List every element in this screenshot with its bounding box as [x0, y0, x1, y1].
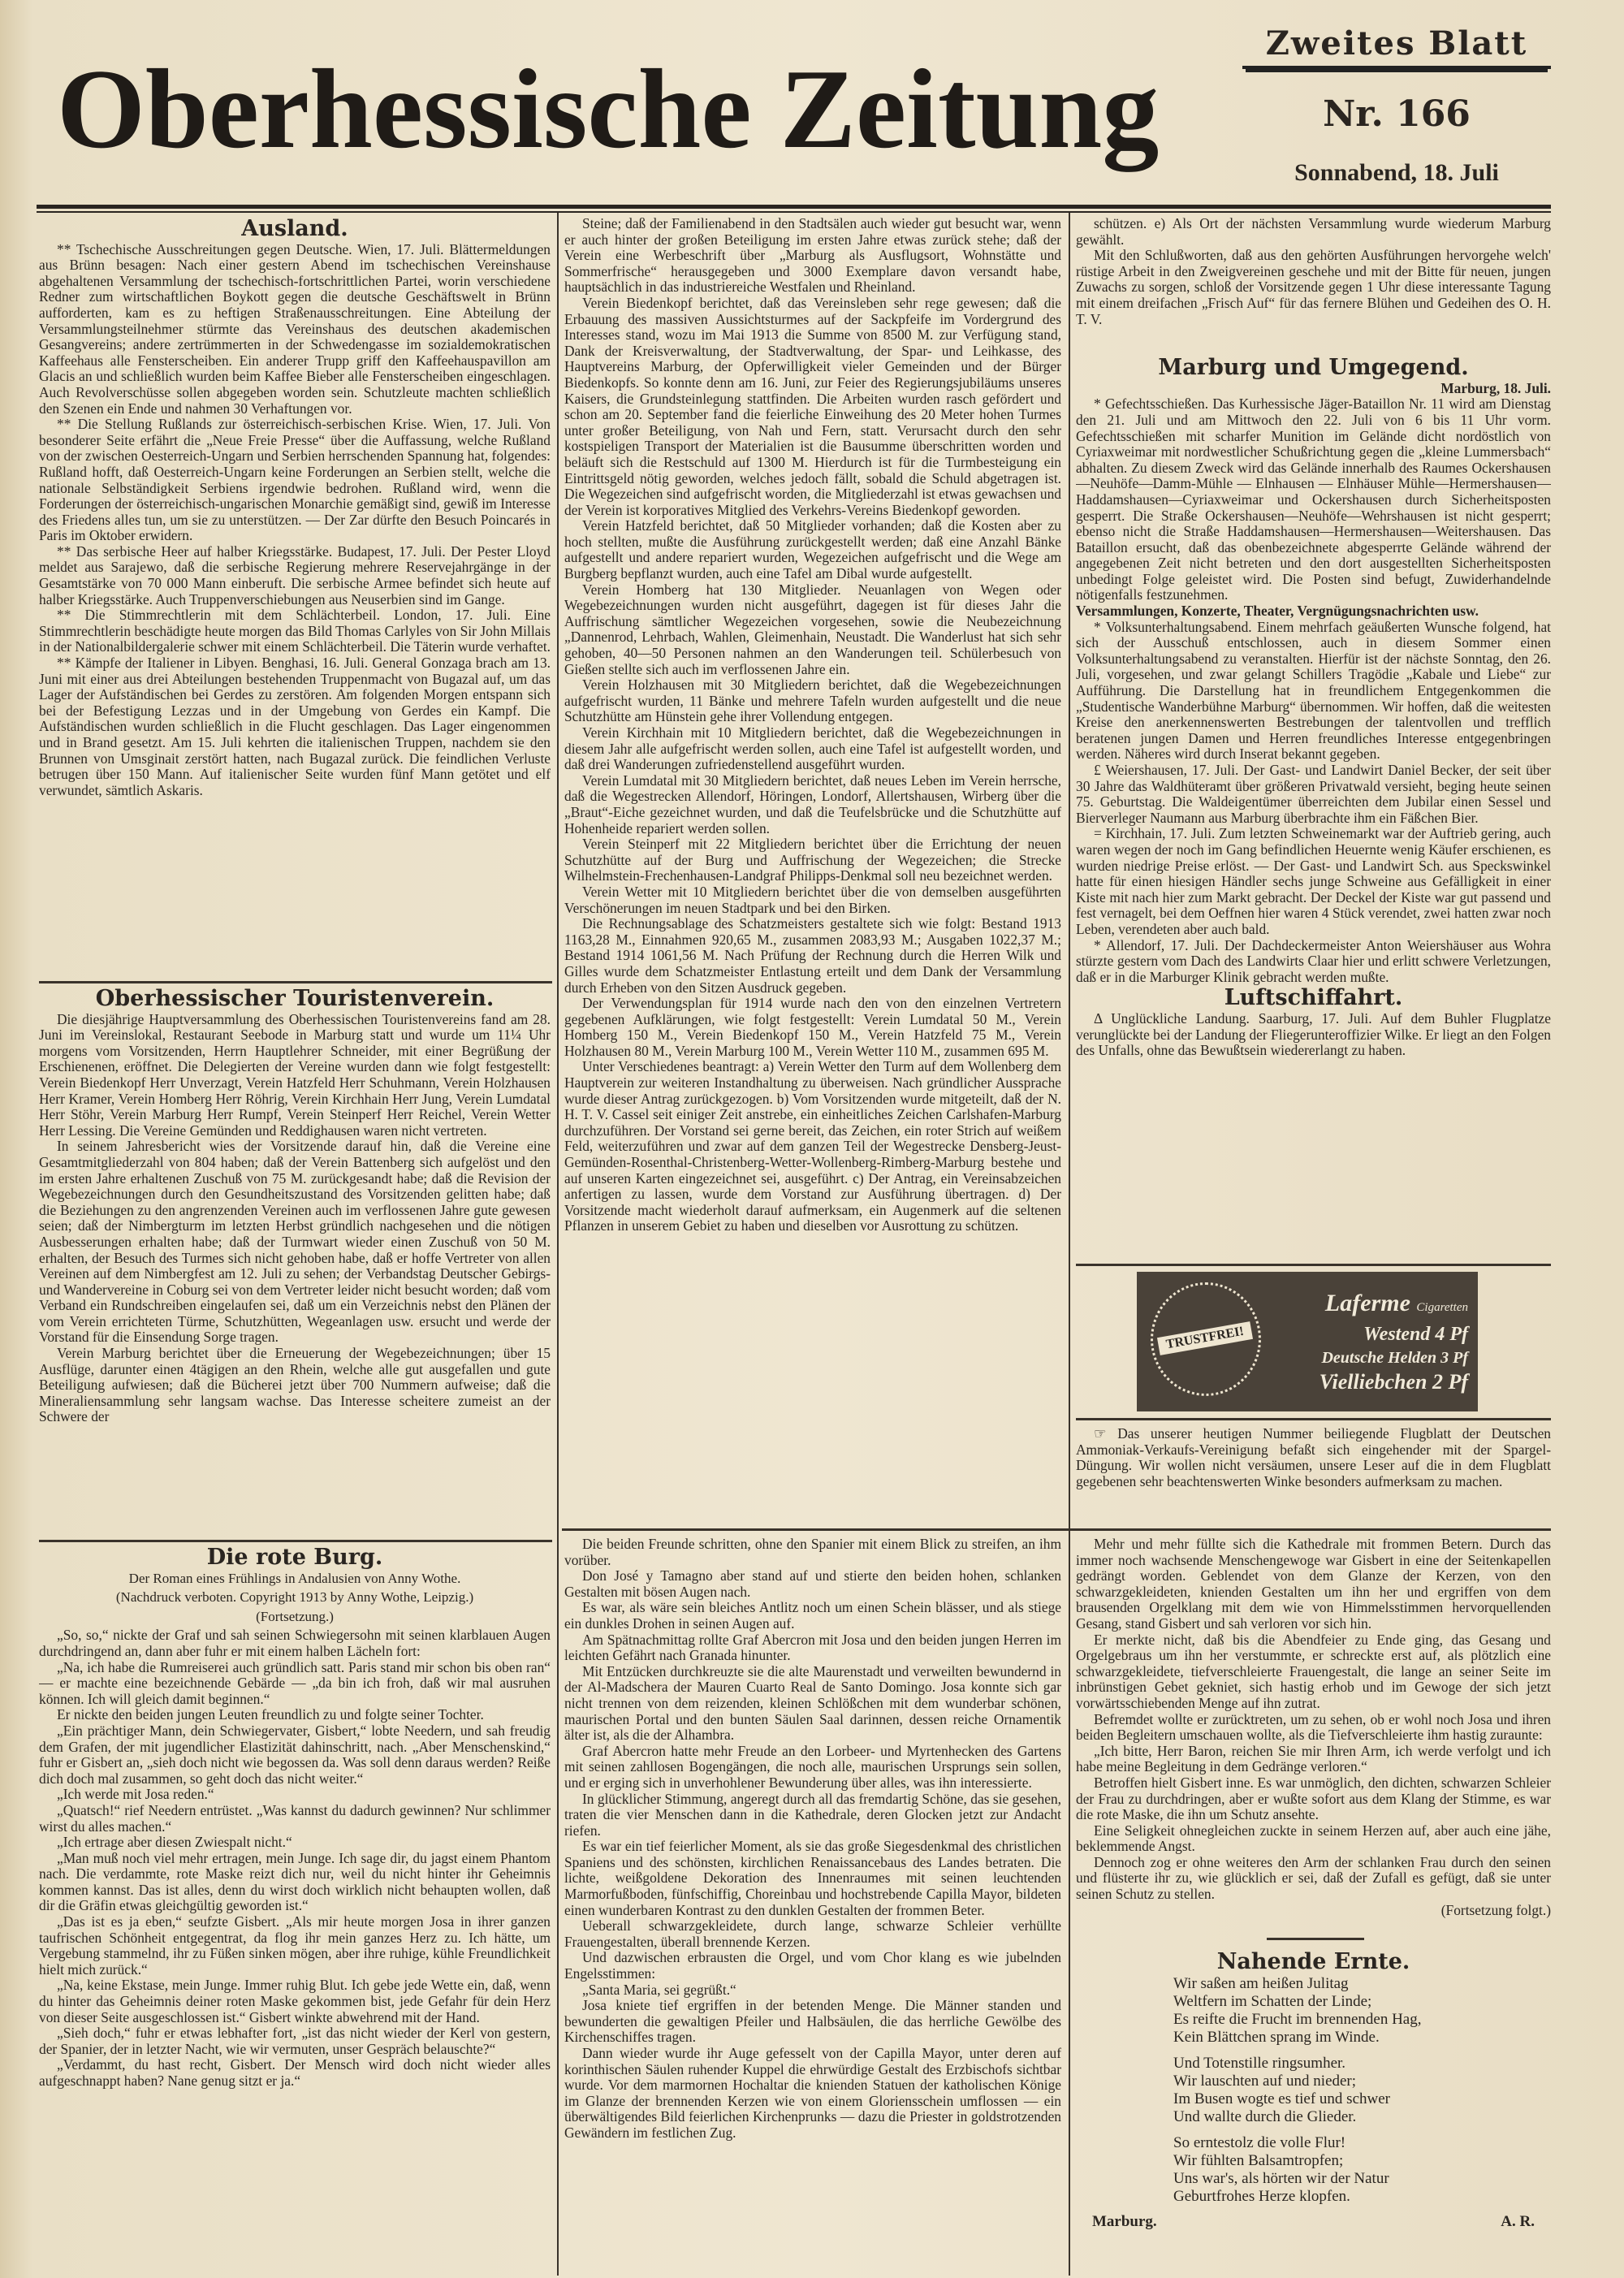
news-item: ** Tschechische Ausschreitungen gegen Deutsche. Wien, 17. Juli. Blättermeldungen aus Brünn besagen: Nach einer gestern Abend im tschechischen Vereinshause abgehaltenen Versammlung der tschechisch-fortschrittlichen Partei, worin verschiedene Redner zum wirtschaftlichen Boykott gegen die deutsche Geschäftswelt in Brünn aufforderten, kam es zu heftigen Straßenausschreitungen. Eine Abteilung der Versammlungsteilnehmer stürmte das Vereinshaus des deutschen akademischen Gesangvereins; andere zertrümmerten in der Schwedengasse im sozialdemokratischen Kaffeehaus alle Fensterscheiben. Ein anderer Trupp griff den Kaffeehauspavillon am Glacis an und schließlich wurden beim Kaffee Bieber alle Fensterscheiben eingeschlagen. Auch Revolverschüsse sollen abgegeben worden sein. Schutzleute machten schließlich den Szenen ein Ende und nahmen 30 Verhaftungen vor.	[39, 240, 551, 417]
to-be-continued: (Fortsetzung folgt.)	[1440, 1901, 1551, 1918]
novel-paragraph: Befremdet wollte er zurücktreten, um zu sehen, ob er wohl noch Josa und ihren beiden Begleitern umschauen wollte, als die Tiefverschleierte ihm hastig zuraunte:	[1076, 1710, 1551, 1744]
pointing-hand-icon: ☞	[1094, 1426, 1118, 1442]
novel-paragraph: „Na, keine Ekstase, mein Junge. Immer ruhig Blut. Ich gebe jede Wette ein, daß, wenn du hinter das Geheimnis deiner roten Maske gekommen bist, jede Gefahr für dein Herz von dieser Seite ausgeschlossen ist.“ Gisbert winkte abwehrend mit der Hand.	[39, 1977, 551, 2025]
poem-stanza	[1173, 2055, 1551, 2126]
novel-paragraph: „Verdammt, du hast recht, Gisbert. Der Mensch wird doch nicht wieder alles aufgeschnappt haben? Nane genug sitzt er ja.“	[39, 2056, 551, 2089]
ad-price: Deutsche Helden 3 Pf	[1321, 1348, 1468, 1367]
section-heading: Marburg und Umgegend.	[1158, 355, 1469, 381]
poem-line: Wir lauschten auf und nieder;	[1173, 2072, 1357, 2090]
novel-paragraph: Don José y Tamagno aber stand auf und stierte den beiden hohen, schlanken Gestalten mit bösen Augen nach.	[564, 1567, 1061, 1600]
section-heading: Oberhessischer Touristenverein.	[95, 986, 495, 1011]
novel-paragraph: Eine Seligkeit ohnegleichen zuckte in seinem Herzen auf, aber auch eine jähe, beklemmende Angst.	[1076, 1822, 1551, 1855]
poem-line: So erntestolz die volle Flur!	[1173, 2133, 1346, 2151]
poem-body	[1076, 1975, 1551, 2206]
poem-line: Es reifte die Frucht im brennenden Hag,	[1173, 2010, 1422, 2028]
novel-paragraph: Josa kniete tief ergriffen in der betenden Menge. Die Männer standen und bewunderten die gewaltigen Pfeiler und Halbsäulen, die das herrliche Gewölbe des Kirchenschiffes tragen.	[564, 1997, 1061, 2046]
masthead-rule-thin	[37, 211, 1551, 213]
poem-line: Im Busen wogte es tief und schwer	[1173, 2090, 1390, 2107]
novel-paragraph: Dennoch zog er ohne weiteres den Arm der schlanken Frau durch den seinen und flüsterte ihr zu, wie glücklich er sei, daß der Zufall es gefügt, daß sie unter seinen Schutz zu stellen.	[1076, 1853, 1551, 1903]
news-item: * Volksunterhaltungsabend. Einem mehrfach geäußerten Wunsche folgend, hat sich der Ausschuß entschlossen, auch in diesem Sommer einen Volksunterhaltungsabend zu veranstalten. Hierfür ist der nächste Sonntag, den 26. Juli, vorgesehen, und zwar gelangt Schillers Tragödie „Kabale und Liebe“ zur Aufführung. Die Darstellung hat in freundlichem Entgegenkommen die „Studentische Wanderbühne Marburg“ übernommen. Wir hoffen, daß die weitesten Kreise den anerkennenswerten Bestrebungen der talentvollen und trefflich beratenen jungen Damen und Herren freundliches Interesse entgegenbringen werden. Näheres wird durch Inserat bekannt gegeben.	[1076, 618, 1551, 763]
poem-stanza	[1173, 2134, 1551, 2206]
section-rule	[39, 981, 552, 983]
section-heading: Ausland.	[241, 216, 348, 241]
novel-paragraph: „Ich ertrage aber diesen Zwiespalt nicht.“	[57, 1834, 292, 1851]
poem-line: Uns war's, als hörten wir der Natur	[1173, 2169, 1389, 2187]
novel-paragraph: Ueberall schwarzgekleidete, durch lange, schwarze Schleier verhüllte Frauengestalten, überall brennende Kerzen.	[564, 1917, 1061, 1950]
novel-subtitle: Der Roman eines Frühlings in Andalusien von Anny Wothe.	[128, 1570, 461, 1586]
masthead-info	[1242, 24, 1551, 187]
ad-brand	[1325, 1289, 1468, 1322]
issue-number: Nr. 166	[1323, 93, 1471, 135]
poem-author: A. R.	[1501, 2212, 1535, 2230]
ad-price: Westend 4 Pf	[1363, 1323, 1468, 1345]
poem-line: Geburtfrohes Herze klopfen.	[1173, 2187, 1350, 2205]
novel-paragraph: „So, so,“ nickte der Graf und sah seinen Schwiegersohn mit seinen klarblauen Augen durchdringend an, dann aber fuhr er mit einem halben Lächeln fort:	[39, 1627, 551, 1659]
novel-paragraph: Er merkte nicht, daß bis die Abendfeier zu Ende ging, das Gesang und Orgelgebraus um ihn her verstummte, er schreckte erst auf, als plötzlich eine schwarzgekleidete, tiefverschleierte Frauengestalt, die lange an seiner Seite im inbrünstigen Gebet gekniet, sich hastig erhob und im Gewoge der sich jetzt vorwärtsschiebenden Menge auf ihn zutrat.	[1076, 1631, 1551, 1711]
novel-copyright: (Nachdruck verboten. Copyright 1913 by Anny Wothe, Leipzig.)	[115, 1589, 474, 1606]
ad-rule	[1076, 1264, 1551, 1266]
novel-paragraph: „Ich bitte, Herr Baron, reichen Sie mir Ihren Arm, ich werde verfolgt und ich habe meine Begleitung in dem Gedränge verloren.“	[1076, 1742, 1551, 1775]
novel-paragraph: Mehr und mehr füllte sich die Kathedrale mit frommen Betern. Durch das immer noch wachsende Menschengewoge war Gisbert in eine der Seitenkapellen gedrängt worden. Geblendet von dem Glanze der Kerzen, von den schwarzgekleideten, knienden Gestalten um ihn her und ergriffen von dem brausenden Orgelklang mit dem wie von Himmelsstimmen hervorquellenden Gesang, stand Gisbert und sah verloren vor sich hin.	[1076, 1537, 1551, 1632]
article-paragraph: Die diesjährige Hauptversammlung des Oberhessischen Touristenvereins fand am 28. Juni im Vereinslokal, Restaurant Seebode in Marburg statt und wurde um 11¼ Uhr morgens vom Vorsitzenden, Herrn Hauptlehrer Schneider, mit einer Begrüßung der Erschienenen, eröffnet. Die Delegierten der Vereine wurden dann wie folgt festgestellt: Verein Biedenkopf Herr Unverzagt, Verein Hatzfeld Herr Schuhmann, Verein Holzhausen Herr Kramer, Verein Homberg Herr Röhrig, Verein Kirchhain Herr Jung, Verein Lumdatal Herr Stöhr, Verein Marburg Herr Rumpf, Verein Steinperf Herr Reichel, Verein Wetter Herr Lessing. Die Vereine Gemünden und Reddighausen waren nicht vertreten.	[39, 1010, 551, 1139]
article-paragraph: Verein Marburg berichtet über die Erneuerung der Wegebezeichnungen; über 15 Ausflüge, darunter einen 4tägigen an den Rhein, welche alle gut ausgefallen und gute Beteiligung aufwiesen; daß die Bücherei jetzt über 700 Nummern aufweise; daß die Mineraliensammlung sehr langsam wachse. Das Interesse scheitere zumeist an der Schwere der	[39, 1345, 551, 1425]
feuilleton-rule	[39, 1540, 552, 1542]
news-item: ** Kämpfe der Italiener in Libyen. Benghasi, 16. Juli. General Gonzaga brach am 13. Juni mit einer aus drei Abteilungen bestehenden Truppenmacht von Bugazal auf, um das Lager der Aufständischen bei Gerdes zu zerstören. Am folgenden Morgen entspann sich bei der Befestigung Lezzas und in der Umgebung von Gerdes ein Kampf. Die Aufständischen wurden schließlich in die Flucht geschlagen. Das Lager eingenommen und in Brand gesetzt. Am 15. Juli kehrten die italienischen Truppen, nachdem sie den Brunnen von Umsginait zerstört hatten, nach Bugazal zurück. Die feindlichen Verluste betrugen über 150 Mann. Auf italienischer Seite wurden fünf Mann getötet und elf verwundet, sämtlich Askaris.	[39, 655, 551, 798]
edition-label: Zweites Blatt	[1242, 24, 1551, 69]
column-rule	[1069, 213, 1070, 2276]
ad-emblem	[1147, 1281, 1268, 1403]
article-paragraph: schützen. e) Als Ort der nächsten Versammlung wurde wiederum Marburg gewählt.	[1076, 216, 1551, 248]
newspaper-title: Oberhessische Zeitung	[57, 46, 1160, 172]
novel-paragraph: „Ich werde mit Josa reden.“	[57, 1786, 214, 1803]
ad-price: Vielliebchen 2 Pf	[1319, 1369, 1468, 1394]
novel-paragraph: Es war ein tief feierlicher Moment, als sie das große Siegesdenkmal des christlichen Spaniens und des schönsten, kirchlichen Renaissancebaus des Landes betraten. Die lichte, weißgoldene Dekoration des Innenraumes mit seinen leuchtenden Marmorfußboden, fünfschiffig, Choreinbau und hochstrebende Capilla Mayor, bildeten einen wunderbaren Kontrast zu den dunklen Gestalten der frommen Beter.	[564, 1838, 1061, 1918]
article-paragraph: Verein Wetter mit 10 Mitgliedern berichtet über die von demselben ausgeführten Verschönerungen im neuen Stadtpark und bei den Birken.	[564, 883, 1061, 916]
news-item: ** Die Stimmrechtlerin mit dem Schlächterbeil. London, 17. Juli. Eine Stimmrechtlerin beschädigte heute morgen das Bild Thomas Carlyles von Sir John Millais in der Nationalbildergalerie schwer mit einem Schlächterbeil. Die Täterin wurde verhaftet.	[39, 607, 551, 655]
poem-line: Wir saßen am heißen Julitag	[1173, 1974, 1349, 1992]
ornament-divider	[1267, 1938, 1364, 1940]
ad-cigarette-badge: TRUSTFREI!	[1157, 1321, 1253, 1355]
article-paragraph: Der Verwendungsplan für 1914 wurde nach den von den einzelnen Vertretern gegebenen Aufklärungen, wie folgt festgestellt: Verein Lumdatal 50 M., Verein Homberg 150 M., Verein Biedenkopf 150 M., Verein Hatzfeld 75 M., Verein Holzhausen 80 M., Verein Marburg 100 M., Verein Wetter 110 M., zusammen 695 M.	[564, 995, 1061, 1059]
poem-line: Wir fühlten Balsamtropfen;	[1173, 2151, 1344, 2169]
section-touristenverein-continued	[564, 216, 1061, 1525]
poem-signature	[1076, 2214, 1551, 2230]
poem-title: Nahende Ernte.	[1216, 1949, 1410, 1974]
article-paragraph: Verein Homberg hat 130 Mitglieder. Neuanlagen von Wegen oder Wegebezeichnungen wurden nicht ausgeführt, dagegen ist für dieses Jahr die Auffrischung sämtlicher Wegezeichen vorgesehen, sowie die Neubezeichnung „Dannenrod, Lehrbach, Wahlen, Gleimenhain, Neustadt. Die Wanderlust hat sich sehr gehoben, 40—50 Personen nahmen an den Wanderungen teil. Schülerbesuch von Gießen stellte sich auch im verflossenen Jahre ein.	[564, 581, 1061, 677]
novel-title: Die rote Burg.	[206, 1545, 383, 1570]
novel-paragraph: Dann wieder wurde ihr Auge gefesselt von der Capilla Mayor, unter deren auf korinthischen Säulen ruhender Kuppel die ehrwürdige Gestalt des Erzbischofs sichtbar wurde. Vor dem marmornen Hochaltar die knienden Statuen der katholischen Könige im Glanze der brennenden Kerzen wie von einem Gloriensschein umflossen — ein überwältigendes Bild feierlichen Kirchenprunks — dazu die Priester in goldstrotzenden Gewändern im festlichen Zug.	[564, 2045, 1061, 2141]
section-heading: Luftschiffahrt.	[1224, 985, 1403, 1011]
section-novel-end	[1076, 1537, 1551, 1931]
article-paragraph: Verein Steinperf mit 22 Mitgliedern berichtet über die Errichtung der neuen Schutzhütte auf der Burg und Auffrischung der Wegezeichen; die Strecke Wilhelmstein-Frechenhausen-Landgraf Philipps-Denkmal soll neu bezeichnet werden.	[564, 836, 1061, 884]
feuilleton-rule	[562, 1528, 1551, 1531]
masthead-rule	[37, 205, 1551, 209]
poem-line: Kein Blättchen sprang im Winde.	[1173, 2028, 1380, 2046]
novel-paragraph: „Quatsch!“ rief Needern entrüstet. „Was kannst du dadurch gewinnen? Nur schlimmer wirst du alles machen.“	[39, 1801, 551, 1835]
novel-paragraph: Es war, als wäre sein bleiches Antlitz noch um einen Schein blässer, und als stiege ein dunkles Drohen in seinen Augen auf.	[564, 1599, 1061, 1632]
poem-place: Marburg.	[1092, 2212, 1157, 2230]
novel-paragraph: „Das ist es ja eben,“ seufzte Gisbert. „Als mir heute morgen Josa in ihrer ganzen taufrischen Schönheit entgegentrat, da flog ihr mein ganzes Herz zu. Ich hätte, um Vergebung stammelnd, ihr zu Füßen sinken mögen, aber ihre ruhige, kühle Freundlichkeit hielt mich zurück.“	[39, 1913, 551, 1978]
cigarette-advertisement	[1137, 1272, 1478, 1411]
novel-continued: (Fortsetzung.)	[256, 1608, 334, 1624]
novel-paragraph: „Man muß noch viel mehr ertragen, mein Junge. Ich sage dir, du jagst einem Phantom nach. Die verdammte, rote Maske reizt dich nur, weil du nicht hinter ihr Geheimnis kommen kannst. Das ist alles, denn du wirst doch wirklich nicht behaupten wollen, daß dir die Gräfin etwas gleichgültig geworden ist.“	[39, 1849, 551, 1914]
section-ausland	[39, 216, 551, 978]
ad-product: Cigaretten	[1416, 1300, 1468, 1314]
poem-line: Und wallte durch die Glieder.	[1173, 2107, 1357, 2125]
article-paragraph: Verein Kirchhain mit 10 Mitgliedern berichtet, daß die Wegebezeichnungen in diesem Jahr alle aufgefrischt werden sollen, auch eine Tafel ist aufgestellt worden, und daß drei Wanderungen zufriedenstellend ausgeführt wurden.	[564, 724, 1061, 773]
novel-paragraph: Er nickte den beiden jungen Leuten freundlich zu und folgte seiner Tochter.	[57, 1706, 484, 1723]
article-paragraph: Die Rechnungsablage des Schatzmeisters gestaltete sich wie folgt: Bestand 1913 1163,28 M., Einnahmen 920,65 M., zusammen 2083,93 M.; Ausgaben 1022,37 M.; Bestand 1914 1061,56 M. Nach Prüfung der Rechnung durch die Herren Wilk und Gilles wurde dem Schatzmeister Entlastung erteilt und dem Dank der Versammlung durch Erheben von den Sitzen Ausdruck gegeben.	[564, 915, 1061, 996]
article-paragraph: Verein Biedenkopf berichtet, daß das Vereinsleben sehr rege gewesen; daß die Erbauung des massiven Aussichtsturmes auf der Sackpfeife im Vordergrund des Interesses stand, wozu im Mai 1913 die Summe von 8500 M. zur Verfügung stand, Dank der Kreisverwaltung, der Stadtverwaltung, der Spar- und Leihkasse, des Hauptvereins Marburg, der Opferwilligkeit vieler Gemeinden und der Bürger Biedenkopfs. So konnte denn am 16. Juni, zur Feier des Regierungsjubiläums unseres Kaisers, die Grundsteinlegung stattfinden. Die Arbeiten wurden rasch gefördert und schon am 20. September fand die feierliche Einweihung des 20 Meter hohen Turmes unter großer Beteiligung, von Nah und Fern, statt. Verursacht durch den sehr kostspieligen Transport der Materialien ist die Bausumme überschritten worden und beläuft sich die Restschuld auf 1300 M. Hierdurch ist für die Turmbesteigung ein Eintrittsgeld nötig geworden, welches jedoch fällt, sobald die Schuld abgetragen ist. Die Wegezeichen sind aufgefrischt worden, die Mitgliederzahl ist etwas gewachsen und der Verein ist korporatives Mitglied des Verkehrs-Vereins Biedenkopf geworden.	[564, 294, 1061, 518]
news-item: * Gefechtsschießen. Das Kurhessische Jäger-Bataillon Nr. 11 wird am Dienstag den 21. Juli und am Mittwoch den 22. Juli von 6 bis 11 Uhr vorm. Gefechtsschießen mit scharfer Munition im Gelände dicht nordöstlich von Cyriaxweimar mit nordwestlicher Schußrichtung gegen die „kleine Lummersbach“ abhalten. Zu diesem Zweck wird das Gelände innerhalb des Raumes Ockershausen—Neuhöfe—Damm-Mühle — Elnhausen — Elnhäuser Mühle—Hermershausen—Haddamshausen—Cyriaxweimar und Ockershausen durch Sicherheitsposten gesperrt. Die Straße Ockershausen—Neuhöfe—Wehrshausen ist nicht gesperrt; ebenso nicht die Straße Haddamshausen—Hermershausen—Weitershausen. Das Bataillon ersucht, daß das obenbezeichnete abgesperrte Gelände während der angegebenen Zeit nicht betreten und den dort ausgestellten Sicherheitsposten unbedingt Folge geleistet wird. Die Posten sind befugt, Zuwiderhandelnde nötigenfalls festzunehmen.	[1076, 396, 1551, 603]
issue-date: Sonnabend, 18. Juli	[1294, 159, 1499, 186]
article-paragraph: Verein Holzhausen mit 30 Mitgliedern berichtet, daß die Wegebezeichnungen aufgefrischt wurden, 11 Bänke und mehrere Tafeln wurden aufgestellt und die neue Schutzhütte am Hünstein gehe ihrer Vollendung entgegen.	[564, 676, 1061, 725]
article-paragraph: Steine; daß der Familienabend in den Stadtsälen auch wieder gut besucht war, wenn er auch hinter der großen Beteiligung im ersten Jahre etwas zurück stehe; daß der Verein eine Werbeschrift über „Marburg als Ausflugsort, Wohnstätte und Sommerfrische“ herausgegeben und 3000 Exemplare davon versandt habe, hauptsächlich in das industriereiche Westfalen und Rheinland.	[564, 216, 1061, 296]
news-item: Δ Unglückliche Landung. Saarburg, 17. Juli. Auf dem Buhler Flugplatze verunglückte bei der Landung der Fliegerunteroffizier Wilke. Er liegt an den Folgen des Unfalls, ohne das Bewußtsein wiedererlangt zu haben.	[1076, 1009, 1551, 1059]
column-rule	[557, 213, 559, 2276]
subsection-heading: Versammlungen, Konzerte, Theater, Vergnügungsnachrichten usw.	[1076, 603, 1479, 620]
article-paragraph: Unter Verschiedenes beantragt: a) Verein Wetter den Turm auf dem Wollenberg dem Hauptverein zur weiteren Instandhaltung zu überweisen. Nach gründlicher Aussprache wurde dieser Antrag zurückgezogen. b) Vom Vorsitzenden wurde mitgeteilt, daß der N. H. T. V. Cassel seit einiger Zeit anstrebe, ein einheitliches Zeichen Carlshafen-Marburg durchzuführen. Der Vorstand sei gerne bereit, das Zeichen, ein roter Strich auf weißem Feld, weiterzuführen und zwar auf dem ganzen Teil der Wegestrecke Densberg-Jeust-Gemünden-Rosenthal-Christenberg-Wetter-Wollenberg-Rimberg-Marburg bestehe und auf unseren Karten eingezeichnet sei, ausgeführt. c) Der Antrag, ein Vereinsabzeichen anfertigen zu lassen, wurde dem Vorstand zur Ausführung übertragen. d) Der Vorsitzende macht wiederholt darauf aufmerksam, ein Augenmerk auf die seltenen Pflanzen in unserem Gebiet zu haben und dieselben vor Ausrottung zu schützen.	[564, 1058, 1061, 1234]
poem-line: Und Totenstille ringsumher.	[1173, 2054, 1346, 2072]
novel-paragraph: Am Spätnachmittag rollte Graf Abercron mit Josa und den beiden jungen Herren im leichten Gefährt nach Granada hinunter.	[564, 1631, 1061, 1664]
novel-paragraph: Und dazwischen erbrausten die Orgel, und vom Chor klang es wie jubelnden Engelsstimmen:	[564, 1949, 1061, 1982]
novel-paragraph: Betroffen hielt Gisbert inne. Es war unmöglich, den dichten, schwarzen Schleier der Frau zu durchdringen, aber er wußte sofort aus dem Klang der Stimme, es war die rote Maske, die ihn um Schutz ansehte.	[1076, 1774, 1551, 1823]
dateline: Marburg, 18. Juli.	[1440, 379, 1551, 396]
section-local-news	[1076, 216, 1551, 1259]
notice-text: Das unserer heutigen Nummer beiliegende Flugblatt der Deutschen Ammoniak-Verkaufs-Vereinigung befaßt sich eingehender mit der Spargel-Düngung. Wir wollen nicht versäumen, unsere Leser auf die in dem Flugblatt gegebenen sehr beachtenswerten Winke besonders aufmerksam zu machen.	[1076, 1426, 1551, 1489]
news-item: * Allendorf, 17. Juli. Der Dachdeckermeister Anton Weiershäuser aus Wohra stürzte gestern vom Dach des Landwirts Claar hier und erlitt schwere Verletzungen, daß er in die Marburger Klinik gebracht werden mußte.	[1076, 936, 1551, 985]
section-novel-continued	[564, 1537, 1061, 2276]
novel-paragraph: Graf Abercron hatte mehr Freude an den Lorbeer- und Myrtenhecken des Gartens mit seinen zahllosen Bogengängen, die noch alle, maurischen Ursprungs sein sollen, und er erging sich in unverhohlener Bewunderung über alles, was ihn interessierte.	[564, 1742, 1061, 1791]
article-paragraph: In seinem Jahresbericht wies der Vorsitzende darauf hin, daß die Vereine eine Gesamtmitgliederzahl von 804 haben; daß der Verein Battenberg sich aufgelöst und den im ersten Jahre erhaltenen Zuschuß von 75 M. zurückgesandt habe; daß die Revision der Wegebezeichnungen durch den Gesundheitszustand des Vorsitzenden gelitten habe; daß die Beziehungen zu den angrenzenden Vereinen auch im verflossenen Jahre gute gewesen seien; daß der Nimbergturm im letzten Herbst gründlich nachgesehen und die nötigen Ausbesserungen erhalten habe; daß der Turmwart wieder einen Zuschuß von 50 M. erhalten, der Besuch des Turmes sich nicht gehoben habe, daß er hoffe Vertreter von allen Vereinen auf dem Nimbergfest am 12. Juli zu sehen; der Verbandstag Deutscher Gebirgs- und Wandervereine in Coburg sei von dem Vertreter leider nicht besucht worden; daß vom Verband ein Rundschreiben eingelaufen sei, daß um ein Verzeichnis nebst den Plänen der vom Verein errichteten Türme, Schutzhütten, Wegeanlagen usw. ersucht und werde der Vorstand für die Einsendung Sorge tragen.	[39, 1138, 551, 1346]
section-novel	[39, 1545, 551, 2276]
ad-brand-name: Laferme	[1324, 1289, 1410, 1316]
novel-paragraph: Die beiden Freunde schritten, ohne den Spanier mit einem Blick zu streifen, an ihm vorüber.	[564, 1537, 1061, 1568]
novel-paragraph: „Sieh doch,“ fuhr er etwas lebhafter fort, „ist das nicht wieder der Kerl von gestern, der Spanier, der in letzter Nacht, wie wir vermuten, unser Gespräch belauschte?“	[39, 2025, 551, 2057]
article-paragraph: Mit den Schlußworten, daß aus den gehörten Ausführungen hervorgehe welch' rüstige Arbeit in den Zweigvereinen geschehe und mit der Bitte für neuen, jungen Zuwachs zu sorgen, schloß der Vorsitzende gegen 1 Uhr diese interessante Tagung mit einem dreifachen „Frisch Auf“ für das fernere Blühen und Gedeihen des O. H. T. V.	[1076, 247, 1551, 327]
news-item: = Kirchhain, 17. Juli. Zum letzten Schweinemarkt war der Auftrieb gering, auch waren wegen der noch im Gang befindlichen Heuernte wenig Käufer erschienen, es wurden niedrige Preise erlöst. — Der Gast- und Landwirt Sch. aus Speckswinkel hatte für einen hiesigen Händler sechs junge Schweine aus Gefälligkeit in einer Kiste mit nach hier zum Markt gebracht. Der Deckel der Kiste war gut passend und fest vernagelt, bei dem Oeffnen hier waren 4 Stück verendet, zwei hatten zwar noch Leben, verendeten aber auch bald.	[1076, 825, 1551, 937]
news-item: £ Weiershausen, 17. Juli. Der Gast- und Landwirt Daniel Becker, der seit über 30 Jahre das Waldhüteramt über größeren Privatwald versieht, beging heute seinen 75. Geburtstag. Die Waldeigentümer überreichten dem Jubilar einen Sessel und Bierverleger Naumann aus Marburg überbrachte ihm ein Fäßchen Bier.	[1076, 762, 1551, 826]
ad-text	[1276, 1289, 1468, 1395]
news-item: ** Das serbische Heer auf halber Kriegsstärke. Budapest, 17. Juli. Der Pester Lloyd meldet aus Sarajewo, daß die serbische Regierung mehrere Reservejahrgänge in der Gesamtstärke von 70 000 Mann einberuft. Die serbische Armee befindet sich heute auf halber Kriegsstärke. Auch Truppenverschiebungen aus Neuserbien sind im Gange.	[39, 542, 551, 607]
novel-paragraph: „Santa Maria, sei gegrüßt.“	[582, 1981, 736, 1998]
novel-paragraph: In glücklicher Stimmung, angeregt durch all das fremdartig Schöne, das sie gesehen, traten die vier Menschen dann in die Kathedrale, deren Glocken jetzt zur Andacht riefen.	[564, 1790, 1061, 1839]
insert-notice	[1076, 1426, 1551, 1525]
article-paragraph: Verein Lumdatal mit 30 Mitgliedern berichtet, daß neues Leben im Verein herrsche, daß die Wegestrecken Allendorf, Höringen, Londorf, Allertshausen, Wirberg über die „Braut“-Eiche gezeichnet wurden, und daß die Teufelsbrücke und die Schutzhütte auf Hohenheide repariert werden sollen.	[564, 772, 1061, 836]
poem-stanza	[1173, 1975, 1551, 2047]
section-touristenverein	[39, 986, 551, 1537]
news-item: ** Die Stellung Rußlands zur österreichisch-serbischen Krise. Wien, 17. Juli. Von besonderer Seite erfährt die „Neue Freie Presse“ über die Auffassung, welche Rußland von der zwischen Oesterreich-Ungarn und Serbien herrschenden Spannung hat, folgendes: Rußland hofft, daß Oesterreich-Ungarn keine Forderungen an Serbien stellt, welche die nationale Selbständigkeit Serbiens irgendwie bedrohen. Rußland wird, wenn die Forderungen der österreichisch-ungarischen Monarchie gemäßigt sind, gewiß im Interesse des Friedens alles tun, um sie zu unterstützen. — Der Zar dürfte den Besuch Poincarés in Paris im Oktober erwidern.	[39, 416, 551, 544]
poem	[1076, 1949, 1551, 2274]
novel-paragraph: „Ein prächtiger Mann, dein Schwiegervater, Gisbert,“ lobte Needern, und sah freudig dem Grafen, der mit jugendlicher Elastizität dahinschritt, nach. „Aber Menschenskind,“ fuhr er Gisbert an, „sieh doch nicht wie begossen da. Was soll denn daraus werden? Reiße dich doch mal zusammen, so geht doch das nicht weiter.“	[39, 1722, 551, 1787]
poem-line: Weltfern im Schatten der Linde;	[1173, 1992, 1372, 2010]
article-paragraph: Verein Hatzfeld berichtet, daß 50 Mitglieder vorhanden; daß die Kosten aber zu hoch stellten, mußte die Ausführung zurückgestellt werden; daß eine Anzahl Bänke aufgestellt und andere repariert wurden, Wegezeichen aufgefrischt und die Wege am Burgberg bepflanzt wurden, auch eine Tafel am Dibal wurde aufgestellt.	[564, 517, 1061, 582]
ad-rule	[1076, 1418, 1551, 1420]
novel-paragraph: Mit Entzücken durchkreuzte sie die alte Maurenstadt und verweilten bewundernd in der Al-Madschera der Mauren Cuarto Real de Santo Domingo. Josa konnte sich gar nicht trennen von dem reizenden, kleinen Schlößchen mit dem wunderbar schönen, maurischen Portal und den bunten Säulen Saal darinnen, dessen reiche Ornamentik älter ist, als die der Alhambra.	[564, 1662, 1061, 1744]
novel-paragraph: „Na, ich habe die Rumreiserei auch gründlich satt. Paris stand mir schon bis oben ran“ — er machte eine bezeichnende Gebärde — „da bin ich froh, daß wir mal ausruhen können. Ich will gleich damit beginnen.“	[39, 1658, 551, 1707]
